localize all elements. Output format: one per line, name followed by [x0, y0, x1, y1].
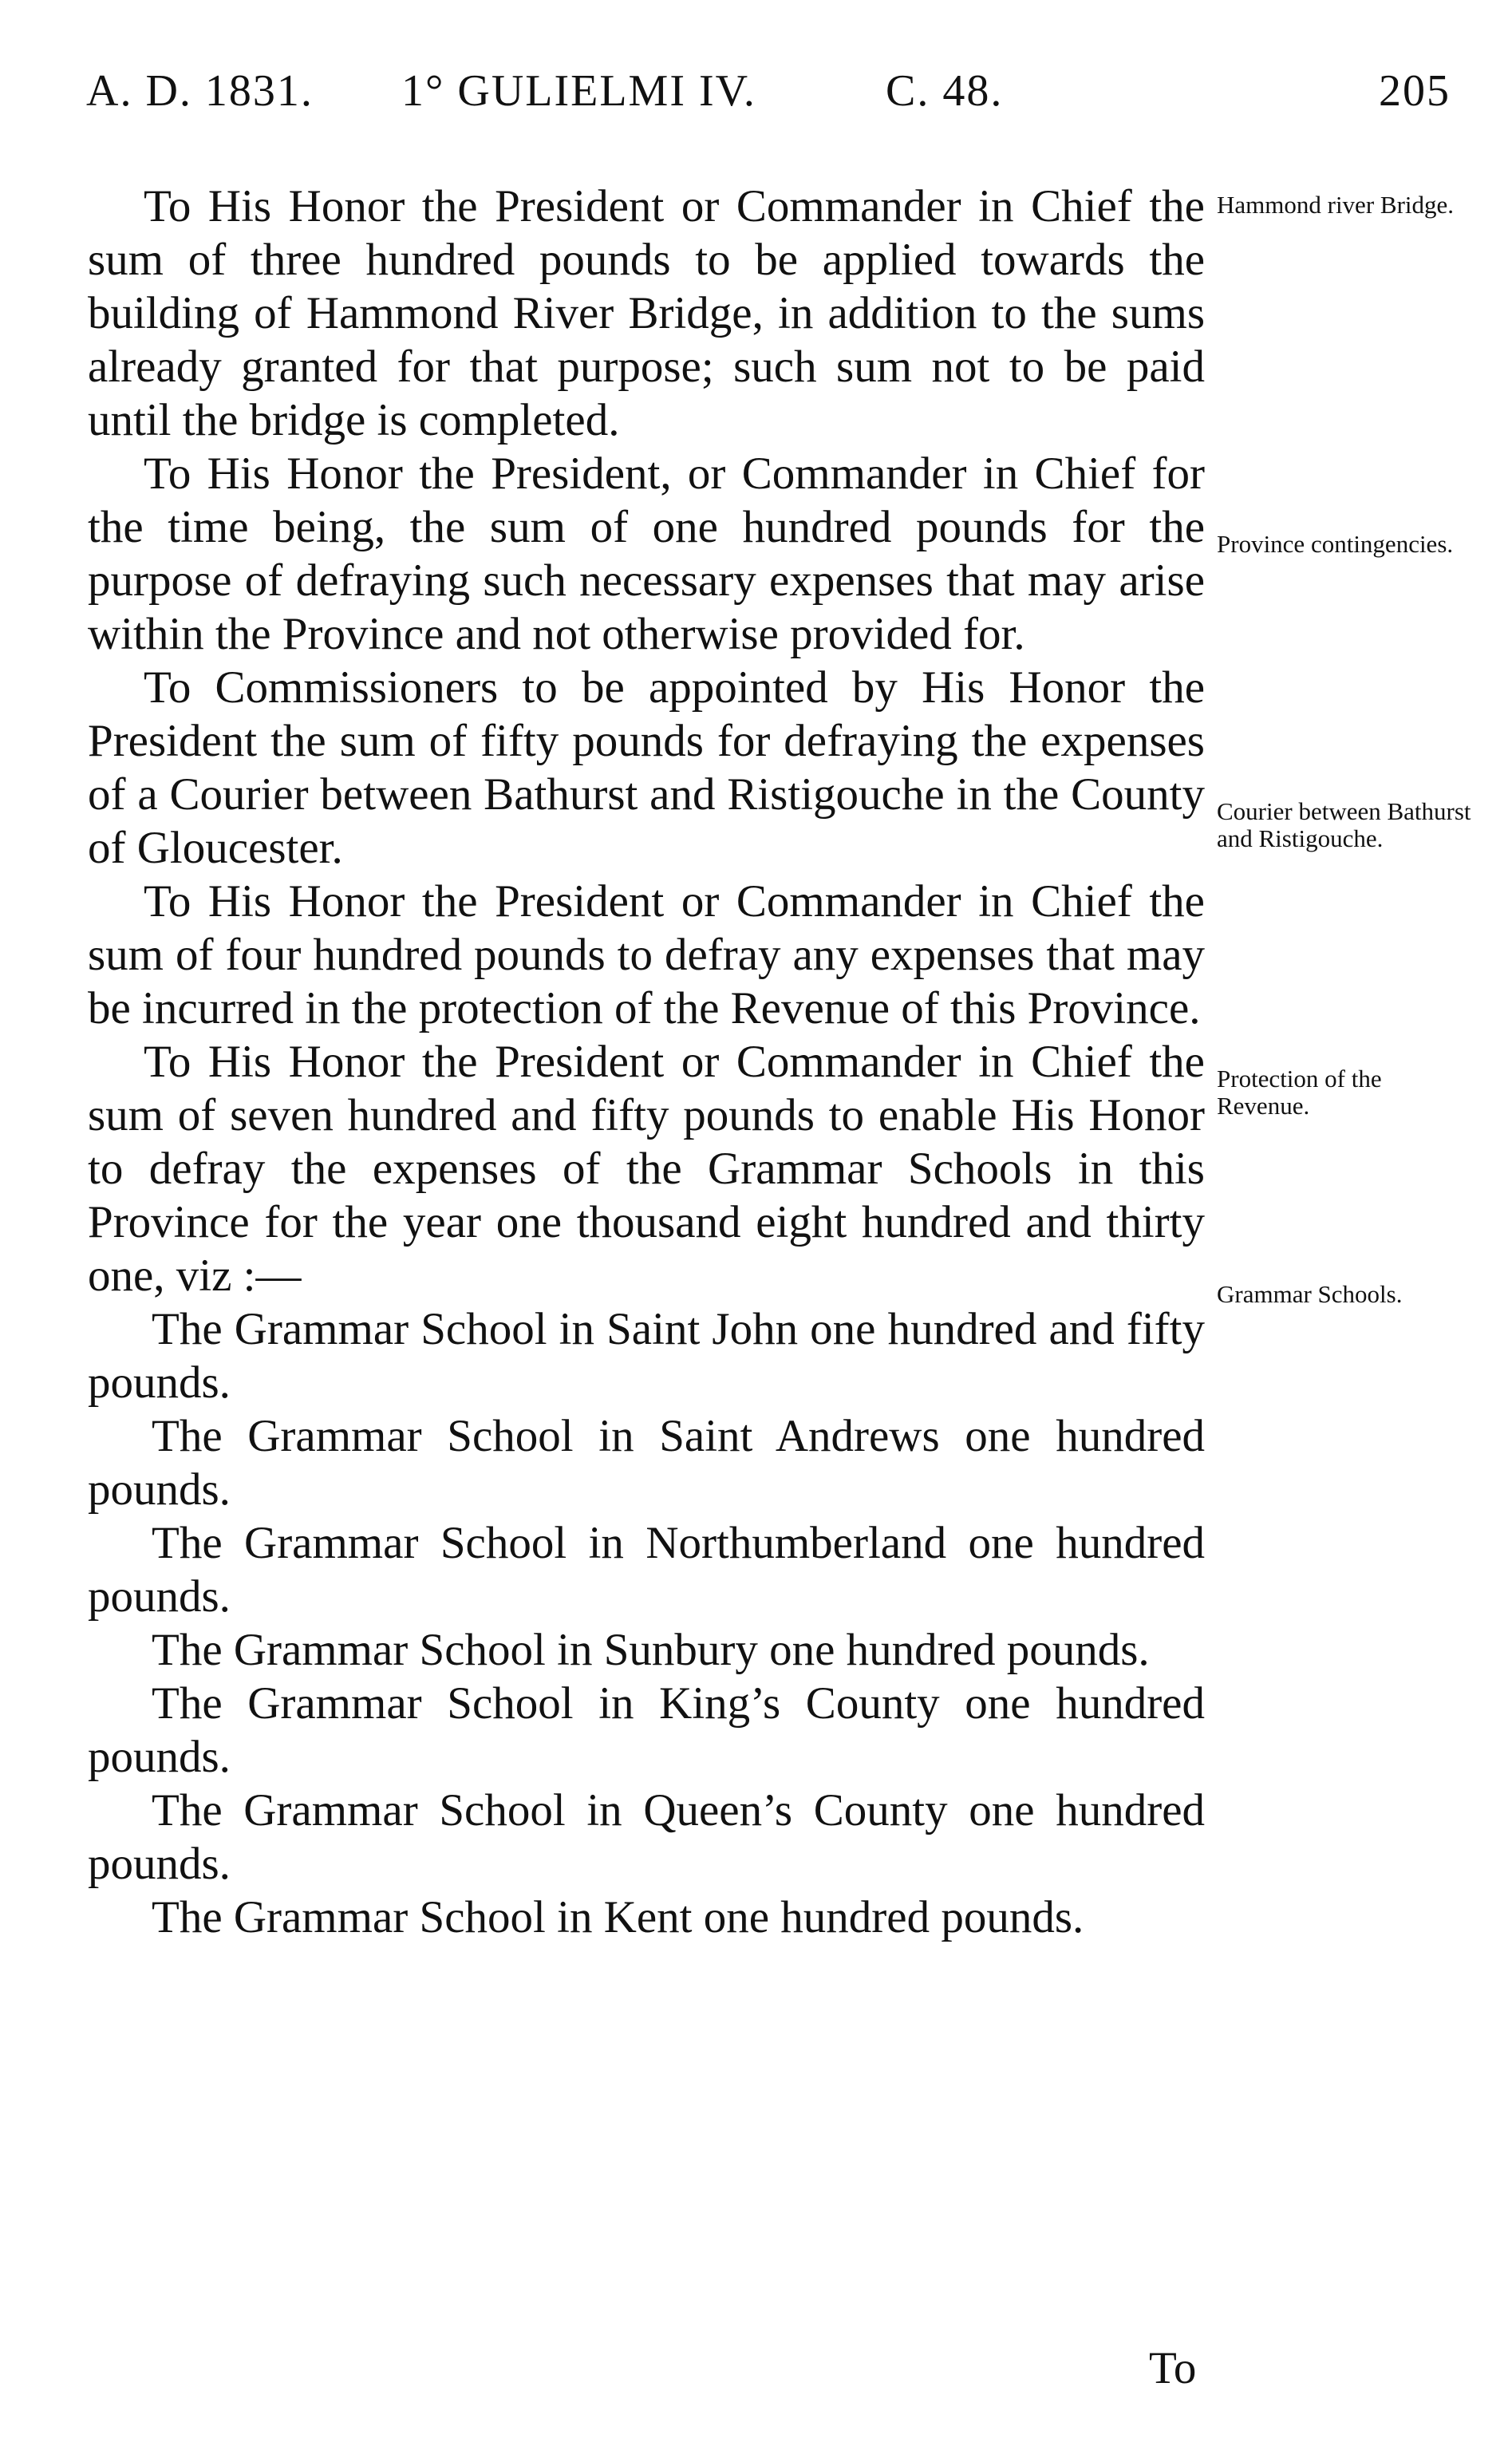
margin-note-courier: Courier between Bathurst and Ristigouche.	[1217, 797, 1471, 852]
paragraph-province-contingencies: To His Honor the President, or Commander in Chief for the time being, the sum of one hundred pounds for the purpose of defraying such necessary expenses that may arise within the Province and not otherwise provided for.	[88, 448, 1205, 659]
margin-note-hammond-river-bridge: Hammond river Bridge.	[1217, 191, 1455, 219]
paragraph-courier: To Commissioners to be appointed by His Honor the President the sum of fifty pounds for defraying the expenses of a Courier between Bathurst and Ristigouche in the County of Gloucester.	[88, 662, 1205, 873]
paragraph-revenue-protection: To His Honor the President or Commander in Chief the sum of four hundred pounds to defray any expenses that may be incurred in the protection of the Revenue of this Province.	[88, 876, 1205, 1033]
list-item: The Grammar School in Saint John one hundred and fifty pounds.	[88, 1304, 1205, 1408]
catchword: To	[1149, 2343, 1197, 2393]
list-item: The Grammar School in Saint Andrews one hundred pounds.	[88, 1411, 1205, 1515]
margin-note-grammar-schools: Grammar Schools.	[1217, 1280, 1403, 1308]
list-item: The Grammar School in Kent one hundred pounds.	[152, 1892, 1084, 1942]
list-item: The Grammar School in Sunbury one hundred pounds.	[152, 1625, 1150, 1675]
paragraph-hammond-river-bridge: To His Honor the President or Commander in Chief the sum of three hundred pounds to be applied towards the building of Hammond River Bridge, in addition to the sums already granted for that purpose; such sum not to be paid until the bridge is completed.	[88, 181, 1205, 445]
page-number: 205	[1379, 66, 1451, 116]
paragraph-grammar-schools: To His Honor the President or Commander in Chief the sum of seven hundred and fifty pounds to enable His Honor to defray the expenses of the Grammar Schools in this Province for the year one thousand eight hundred and thirty one, viz :—	[88, 1037, 1205, 1301]
margin-note-revenue-protection: Protection of the Revenue.	[1217, 1065, 1382, 1120]
running-header	[86, 65, 1451, 129]
header-chapter: C. 48.	[886, 66, 1004, 116]
list-item: The Grammar School in King’s County one hundred pounds.	[88, 1678, 1205, 1782]
main-text	[88, 180, 1205, 1944]
header-date: A. D. 1831.	[86, 66, 314, 116]
margin-note-province-contingencies: Province contingencies.	[1217, 530, 1454, 558]
list-item: The Grammar School in Northumberland one hundred pounds.	[88, 1518, 1205, 1622]
header-reign: 1° GULIELMI IV.	[401, 66, 756, 116]
list-item: The Grammar School in Queen’s County one hundred pounds.	[88, 1785, 1205, 1889]
